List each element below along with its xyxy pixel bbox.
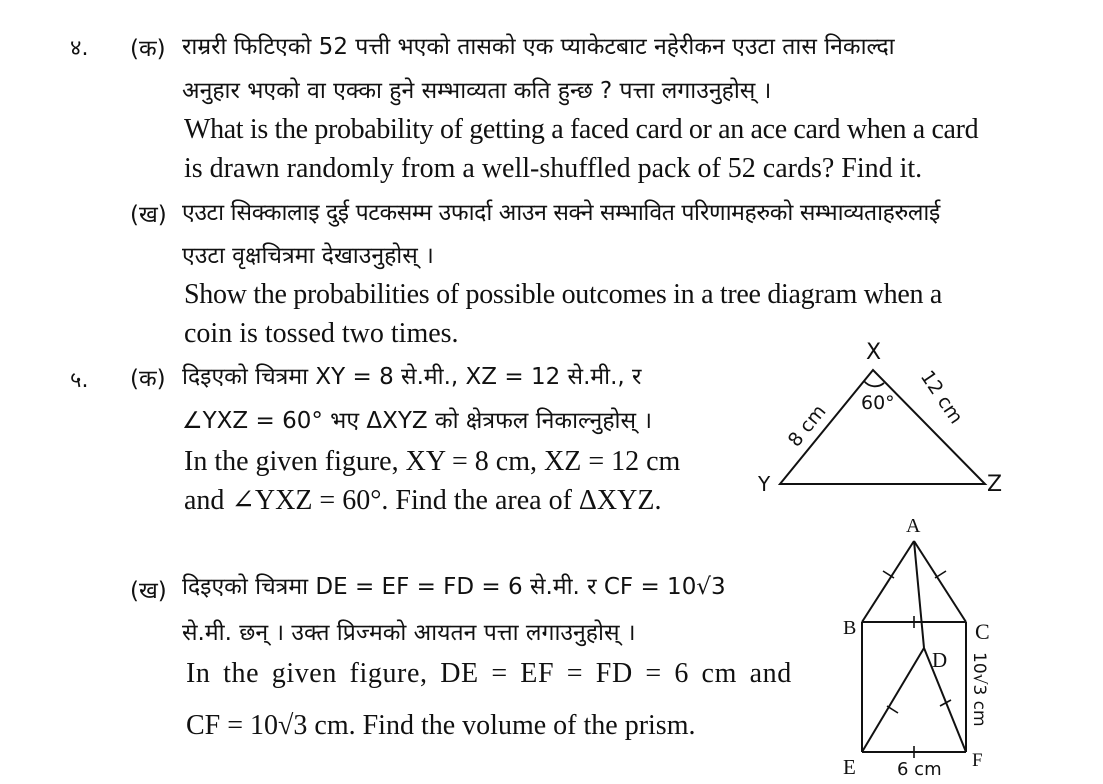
triangle-xyz-figure <box>757 340 1002 497</box>
q5b-label: (ख) <box>130 578 167 604</box>
q4b-nepali-line2: एउटा वृक्षचित्रमा देखाउनुहोस् । <box>182 243 434 269</box>
q4b-english-line1: Show the probabilities of possible outcomes in a tree diagram when a <box>184 279 942 310</box>
q4b-nepali-line1: एउटा सिक्कालाइ दुई पटकसम्म उफार्दा आउन सक्ने सम्भावित परिणामहरुको सम्भाव्यताहरुलाई <box>182 200 940 226</box>
q5b-nepali-line1: दिइएको चित्रमा DE = EF = FD = 6 से.मी. र CF = 10√3 <box>182 574 726 600</box>
side-xy-label: 8 cm <box>783 400 831 452</box>
q5a-label: (क) <box>130 366 166 392</box>
q5a-english-line2: and ∠YXZ = 60°. Find the area of ΔXYZ. <box>184 485 662 516</box>
vertex-x-label: X <box>866 340 882 365</box>
vertex-y-label: Y <box>758 472 771 496</box>
q5b-english-line2: CF = 10√3 cm. Find the volume of the prism. <box>186 710 696 741</box>
angle-60-label: 60° <box>861 392 895 414</box>
q4b-label: (ख) <box>130 202 167 228</box>
question-5-number: ५. <box>70 368 89 393</box>
q4a-english-line2: is drawn randomly from a well-shuffled pack of 52 cards? Find it. <box>184 153 923 184</box>
q4a-label: (क) <box>130 36 166 62</box>
vertex-c-label: C <box>975 619 990 644</box>
vertex-z-label: Z <box>987 472 1003 497</box>
side-ef-label: 6 cm <box>897 759 942 780</box>
q4b-english-line2: coin is tossed two times. <box>184 318 459 349</box>
side-xz-label: 12 cm <box>915 366 968 428</box>
edge-ac <box>914 541 966 622</box>
q4a-english-line1: What is the probability of getting a faced card or an ace card when a card <box>184 114 979 145</box>
vertex-a-label: A <box>906 515 921 537</box>
q4a-nepali-line2: अनुहार भएको वा एक्का हुने सम्भाव्यता कति हुन्छ ? पत्ता लगाउनुहोस् । <box>182 78 772 104</box>
q5a-nepali-line2: ∠YXZ = 60° भए ΔXYZ को क्षेत्रफल निकाल्नुहोस् । <box>182 408 653 434</box>
q5b-nepali-line2: से.मी. छन् । उक्त प्रिज्मको आयतन पत्ता लगाउनुहोस् । <box>182 620 636 646</box>
q4a-nepali-line1: राम्ररी फिटिएको 52 पत्ती भएको तासको एक प्याकेटबाट नहेरीकन एउटा तास निकाल्दा <box>182 34 895 60</box>
side-cf-label: 10√3 cm <box>969 652 989 727</box>
q5a-english-line1: In the given figure, XY = 8 cm, XZ = 12 cm <box>184 446 681 477</box>
question-4-number: ४. <box>70 36 89 61</box>
edge-ad <box>914 541 924 648</box>
edge-ab <box>862 541 914 622</box>
prism-figure <box>843 515 990 780</box>
edge-de <box>862 648 924 752</box>
angle-yxz-arc <box>864 381 884 386</box>
vertex-e-label: E <box>843 755 856 779</box>
tick-de <box>887 706 898 713</box>
vertex-d-label: D <box>932 648 948 672</box>
q5a-nepali-line1: दिइएको चित्रमा XY = 8 से.मी., XZ = 12 से.मी., र <box>182 364 642 390</box>
vertex-f-label: F <box>972 750 983 771</box>
vertex-b-label: B <box>843 617 857 639</box>
q5b-english-line1: In the given figure, DE = EF = FD = 6 cm and <box>186 658 792 689</box>
